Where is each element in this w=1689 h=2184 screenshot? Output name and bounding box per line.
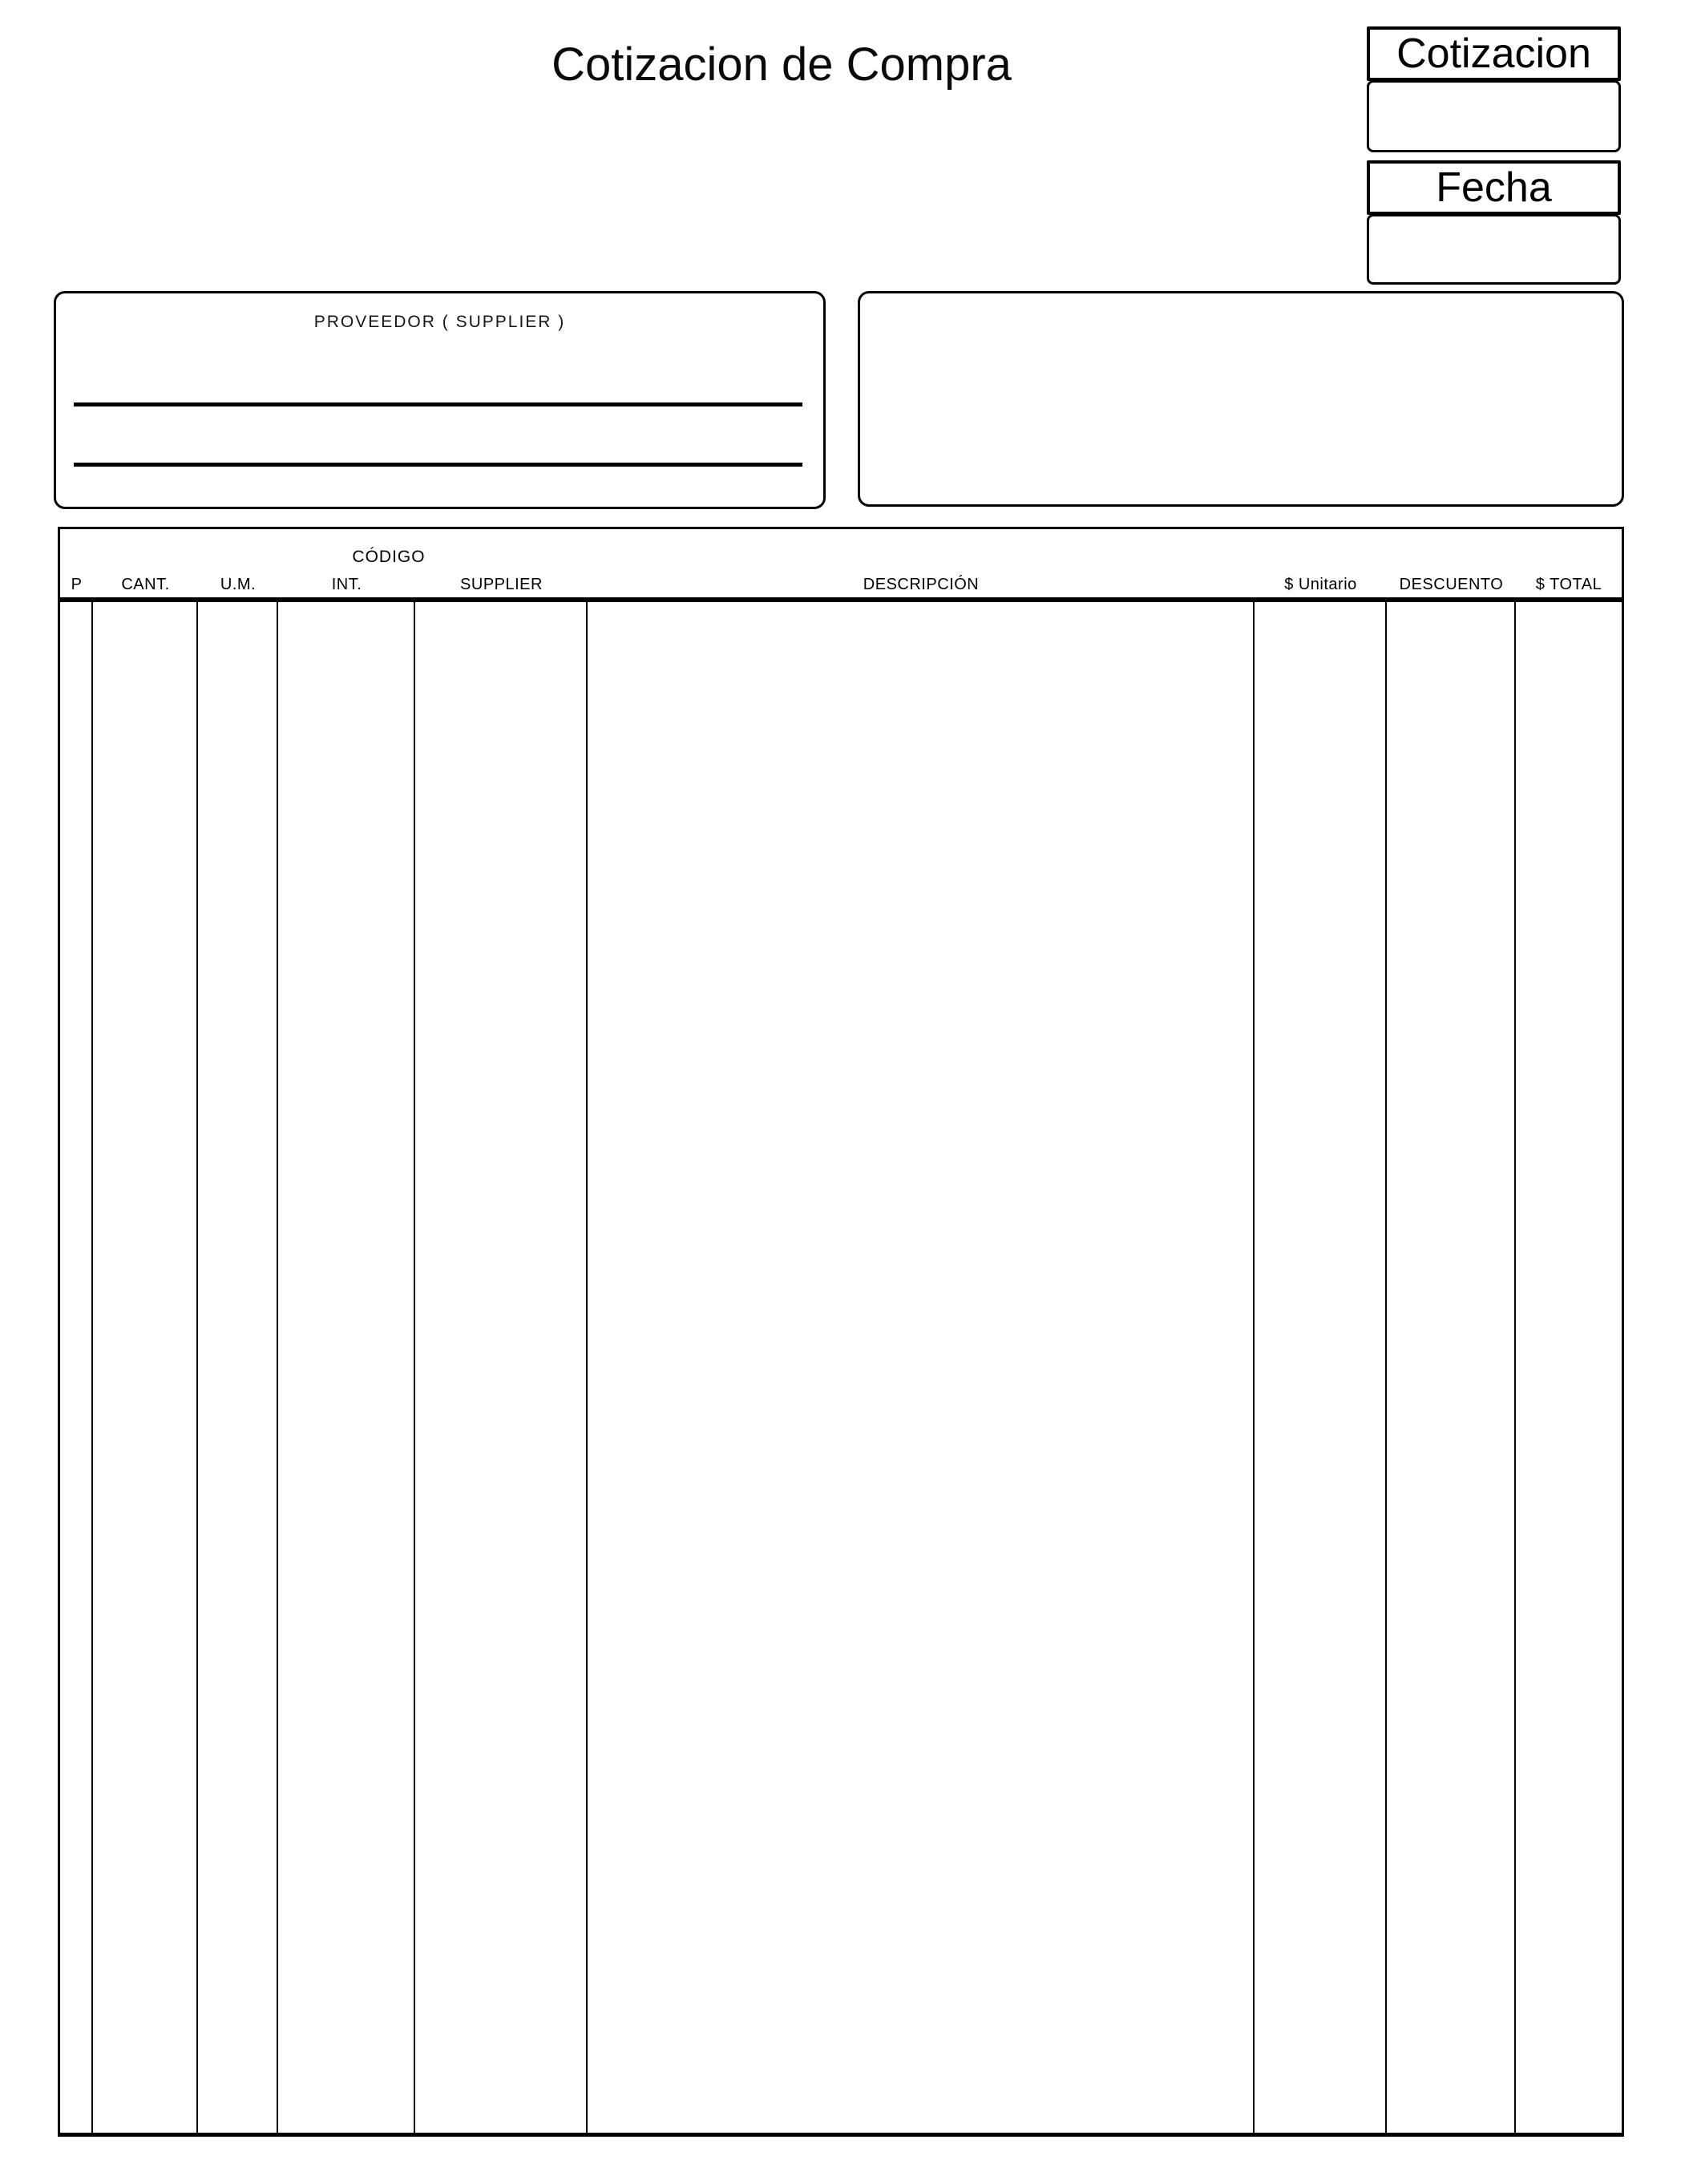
page-title: Cotizacion de Compra xyxy=(552,38,1012,91)
date-field[interactable] xyxy=(1367,214,1621,285)
body-column-cant[interactable] xyxy=(93,602,198,2133)
blank-info-box[interactable] xyxy=(858,291,1624,507)
supplier-label: PROVEEDOR ( SUPPLIER ) xyxy=(313,313,566,331)
column-header-um: U.M. xyxy=(220,576,257,593)
table-header xyxy=(60,529,1622,597)
column-header-unitario: $ Unitario xyxy=(1284,576,1357,593)
body-column-unitario[interactable] xyxy=(1255,602,1387,2133)
body-column-um[interactable] xyxy=(198,602,278,2133)
column-header-descuento: DESCUENTO xyxy=(1399,576,1504,593)
supplier-fill-line-2[interactable] xyxy=(74,463,802,467)
body-column-int[interactable] xyxy=(278,602,415,2133)
column-header-p: P xyxy=(71,576,83,593)
supplier-fill-line-1[interactable] xyxy=(74,402,802,406)
column-header-total: $ TOTAL xyxy=(1535,576,1602,593)
column-header-int: INT. xyxy=(331,576,362,593)
column-header-descripcion: DESCRIPCIÓN xyxy=(863,576,980,593)
quote-number-label: Cotizacion xyxy=(1367,26,1621,81)
column-header-supplier: SUPPLIER xyxy=(460,576,543,593)
body-column-p[interactable] xyxy=(60,602,93,2133)
quote-number-field[interactable] xyxy=(1367,80,1621,152)
body-column-supplier[interactable] xyxy=(415,602,588,2133)
codigo-group-header: CÓDIGO xyxy=(352,548,426,566)
date-label: Fecha xyxy=(1367,160,1621,215)
items-table xyxy=(58,527,1624,2137)
column-header-row xyxy=(60,576,1622,594)
supplier-section xyxy=(54,291,826,509)
table-body xyxy=(60,602,1622,2133)
body-column-total[interactable] xyxy=(1516,602,1622,2133)
body-column-descuento[interactable] xyxy=(1387,602,1516,2133)
body-column-descripcion[interactable] xyxy=(588,602,1255,2133)
column-header-cant: CANT. xyxy=(121,576,170,593)
